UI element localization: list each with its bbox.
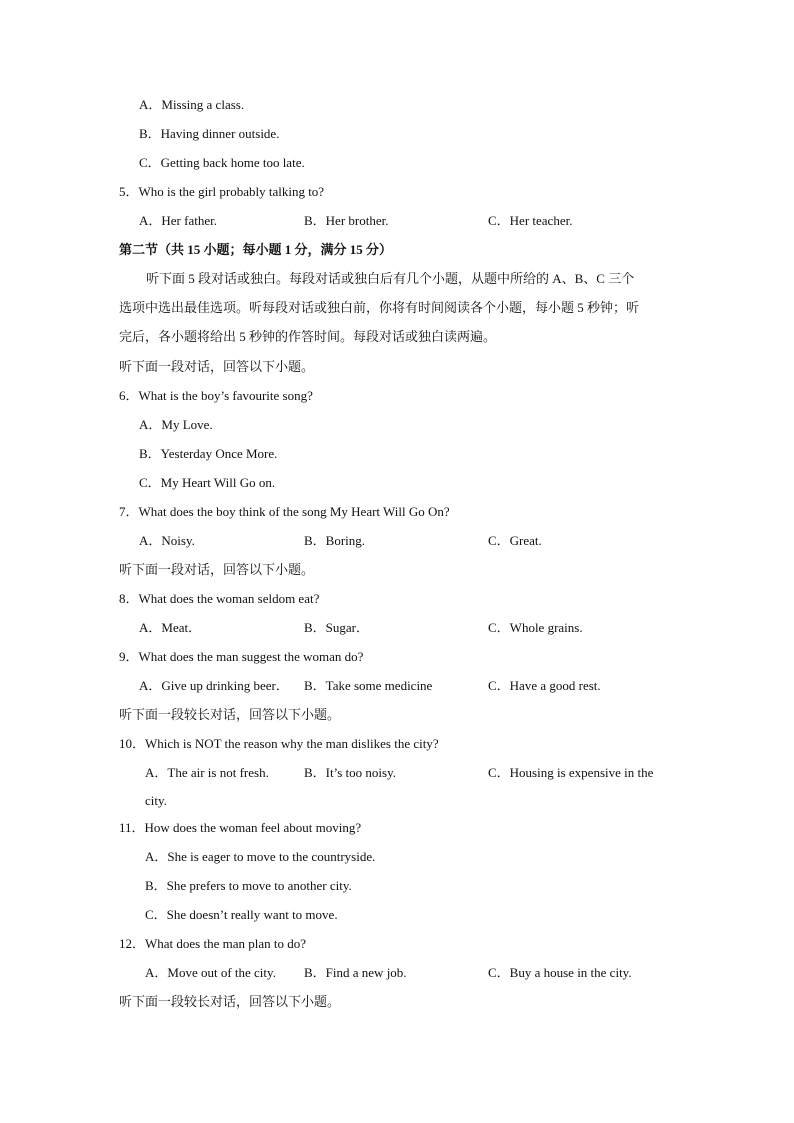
section-heading: 第二节（共 15 小题；每小题 1 分，满分 15 分） <box>119 242 393 257</box>
listening-cue: 听下面一段对话，回答以下小题。 <box>119 562 315 577</box>
option-line: A．Give up drinking beer． <box>139 678 289 693</box>
option-line: B．Take some medicine <box>304 678 433 693</box>
option-line: C．Getting back home too late. <box>139 155 305 170</box>
listening-cue: 听下面一段较长对话，回答以下小题。 <box>119 707 341 722</box>
option-line: C．Her teacher. <box>488 213 573 228</box>
option-line: B．Having dinner outside. <box>139 126 280 141</box>
option-line: C．She doesn’t really want to move. <box>145 907 338 922</box>
option-line-continued: city. <box>145 793 167 808</box>
question-line: 6．What is the boy’s favourite song? <box>119 388 313 403</box>
option-line: B．Sugar． <box>304 620 370 635</box>
option-line: B．Her brother. <box>304 213 389 228</box>
listening-cue: 听下面一段对话，回答以下小题。 <box>119 359 315 374</box>
option-line: A．My Love. <box>139 417 213 432</box>
question-line: 5．Who is the girl probably talking to? <box>119 184 325 199</box>
option-line: C．Whole grains. <box>488 620 583 635</box>
option-line: C．Great. <box>488 533 542 548</box>
option-line: B．She prefers to move to another city. <box>145 878 352 893</box>
option-line: A．Her father. <box>139 213 217 228</box>
option-line: A．Noisy. <box>139 533 195 548</box>
question-line: 8．What does the woman seldom eat? <box>119 591 320 606</box>
option-line: C．Buy a house in the city. <box>488 965 632 980</box>
option-line: B．Yesterday Once More. <box>139 446 278 461</box>
listening-cue: 听下面一段较长对话，回答以下小题。 <box>119 994 341 1009</box>
question-line: 10．Which is NOT the reason why the man dislikes the city? <box>119 736 439 751</box>
option-line: A．Missing a class. <box>139 97 245 112</box>
option-line: C．My Heart Will Go on. <box>139 475 276 490</box>
option-line: A．Meat． <box>139 620 202 635</box>
option-line: B．It’s too noisy. <box>304 765 396 780</box>
instruction-line: 听下面 5 段对话或独白。每段对话或独白后有几个小题，从题中所给的 A、B、C 三个 <box>146 271 635 286</box>
option-line: C．Have a good rest. <box>488 678 601 693</box>
option-line: A．The air is not fresh. <box>145 765 269 780</box>
option-line: B．Boring. <box>304 533 366 548</box>
instruction-line: 选项中选出最佳选项。听每段对话或独白前，你将有时间阅读各个小题，每小题 5 秒钟；听 <box>119 300 640 315</box>
option-line: B．Find a new job. <box>304 965 407 980</box>
question-line: 7．What does the boy think of the song My Heart Will Go On? <box>119 504 450 519</box>
option-line: C．Housing is expensive in the <box>488 765 654 780</box>
option-line: A．She is eager to move to the countryside. <box>145 849 376 864</box>
instruction-line: 完后，各小题将给出 5 秒钟的作答时间。每段对话或独白读两遍。 <box>119 329 497 344</box>
question-line: 11．How does the woman feel about moving? <box>119 820 362 835</box>
question-line: 9．What does the man suggest the woman do? <box>119 649 364 664</box>
option-line: A．Move out of the city. <box>145 965 276 980</box>
question-line: 12．What does the man plan to do? <box>119 936 307 951</box>
